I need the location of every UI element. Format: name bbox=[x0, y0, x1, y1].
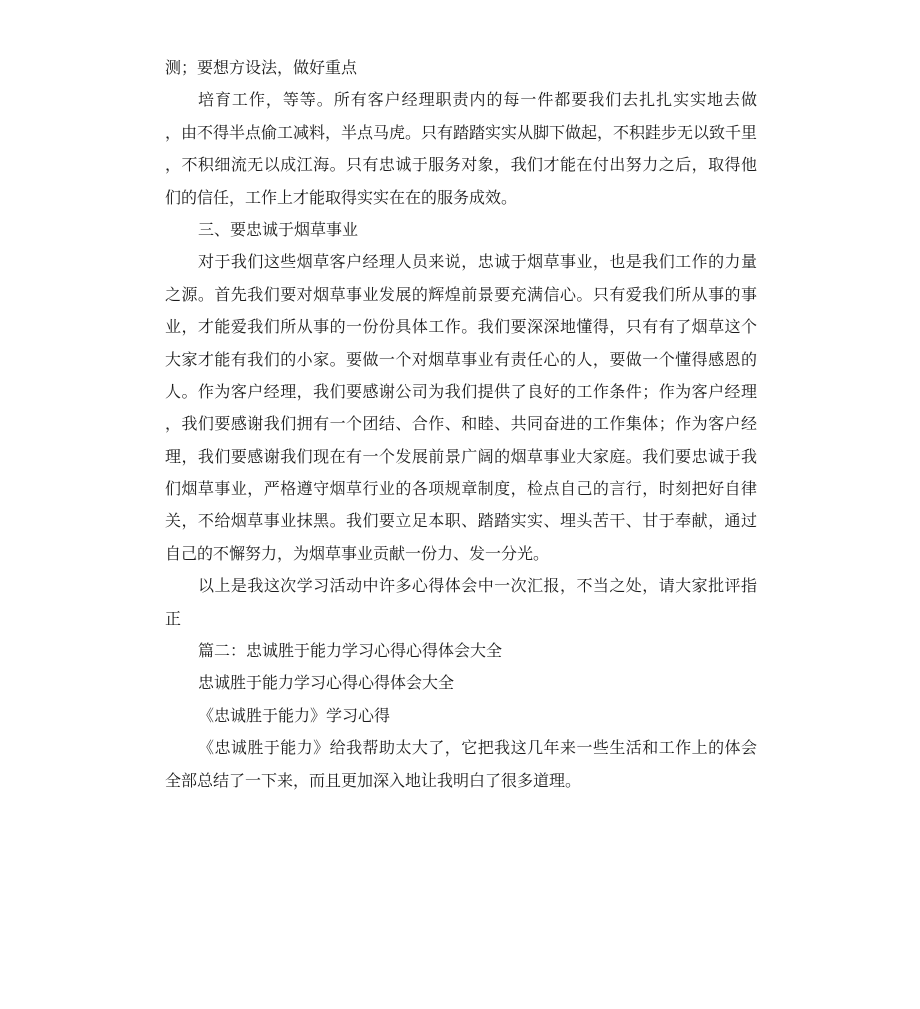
text-line: 们烟草事业，严格遵守烟草行业的各项规章制度，检点自己的言行，时刻把好自律 bbox=[165, 479, 757, 499]
text-line: 大家才能有我们的小家。要做一个对烟草事业有责任心的人，要做一个懂得感恩的 bbox=[165, 349, 757, 369]
text-line: ，由不得半点偷工减料，半点马虎。只有踏踏实实从脚下做起，不积跬步无以致千里 bbox=[165, 122, 757, 142]
section-heading: 《忠诚胜于能力》学习心得 bbox=[198, 705, 391, 725]
paragraph-first-line: 对于我们这些烟草客户经理人员来说，忠诚于烟草事业，也是我们工作的力量 bbox=[198, 252, 757, 272]
text-line: ，我们要感谢我们拥有一个团结、合作、和睦、共同奋进的工作集体；作为客户经 bbox=[165, 414, 757, 434]
text-line: 之源。首先我们要对烟草事业发展的辉煌前景要充满信心。只有爱我们所从事的事 bbox=[165, 284, 757, 304]
section-heading: 三、要忠诚于烟草事业 bbox=[198, 219, 359, 239]
paragraph-first-line: 《忠诚胜于能力》给我帮助太大了，它把我这几年来一些生活和工作上的体会 bbox=[198, 738, 757, 758]
article-subtitle: 忠诚胜于能力学习心得心得体会大全 bbox=[198, 673, 455, 693]
document-page bbox=[165, 52, 757, 797]
text-line: 关，不给烟草事业抹黑。我们要立足本职、踏踏实实、埋头苦干、甘于奉献，通过 bbox=[165, 511, 757, 531]
article-title: 篇二：忠诚胜于能力学习心得心得体会大全 bbox=[198, 641, 503, 661]
text-line: 人。作为客户经理，我们要感谢公司为我们提供了良好的工作条件；作为客户经理 bbox=[165, 381, 757, 401]
text-line: 测；要想方设法，做好重点 bbox=[165, 58, 358, 77]
text-line: 正 bbox=[165, 608, 182, 628]
text-line: ，不积细流无以成江海。只有忠诚于服务对象，我们才能在付出努力之后，取得他 bbox=[165, 155, 757, 175]
text-line: 们的信任，工作上才能取得实实在在的服务成效。 bbox=[165, 187, 518, 207]
paragraph-first-line: 培育工作，等等。所有客户经理职责内的每一件都要我们去扎扎实实地去做 bbox=[198, 90, 757, 110]
text-line: 全部总结了一下来，而且更加深入地让我明白了很多道理。 bbox=[165, 770, 582, 790]
paragraph-first-line: 以上是我这次学习活动中许多心得体会中一次汇报，不当之处，请大家批评指 bbox=[198, 576, 757, 596]
text-line: 业，才能爱我们所从事的一份份具体工作。我们要深深地懂得，只有有了烟草这个 bbox=[165, 317, 757, 337]
text-line: 自己的不懈努力，为烟草事业贡献一份力、发一分光。 bbox=[165, 543, 550, 563]
text-line: 理，我们要感谢我们现在有一个发展前景广阔的烟草事业大家庭。我们要忠诚于我 bbox=[165, 446, 757, 466]
